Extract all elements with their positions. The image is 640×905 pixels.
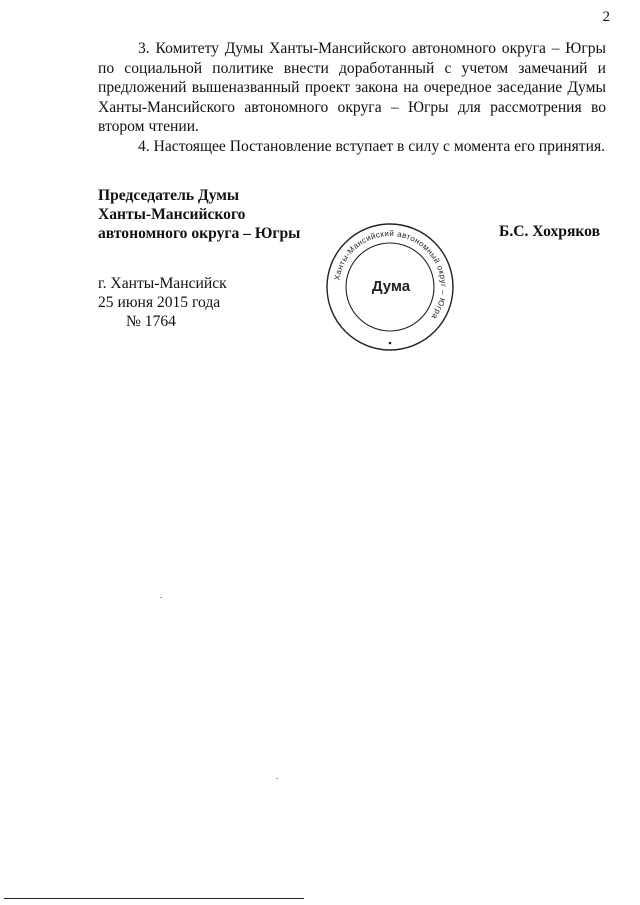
official-seal [325,222,455,352]
seal-dot [389,342,392,345]
bottom-rule [4,898,304,899]
signature-title-line-1: Председатель Думы [98,187,240,204]
issue-place: г. Ханты-Мансийск [98,275,227,292]
issue-details [98,274,227,331]
signatory-name: Б.С. Хохряков [499,223,600,240]
seal-ring-text: Ханты-Мансийский автономный округ – Югра [332,228,449,321]
signature-title-line-3: автономного округа – Югры [98,225,301,242]
scan-speck [160,597,162,598]
paragraph-4: 4. Настоящее Постановление вступает в силу с момента его принятия. [138,137,606,155]
signature-title-line-2: Ханты-Мансийского [98,206,246,223]
seal-center-text: Дума [371,278,411,295]
scan-speck [276,778,278,779]
resolution-body [98,39,606,156]
document-number: № 1764 [126,313,176,330]
signature-title [98,186,300,243]
page-number: 2 [602,9,610,25]
issue-date: 25 июня 2015 года [98,294,221,311]
paragraph-3: 3. Комитету Думы Ханты-Мансийского автономного округа – Югры по социальной политике внести доработанный с учетом замечаний и предложений вышеназванный проект закона на очередное заседание Думы Ханты-Мансийского автономного округа – Югры для рассмотрения во втором чтении. [98,40,606,135]
